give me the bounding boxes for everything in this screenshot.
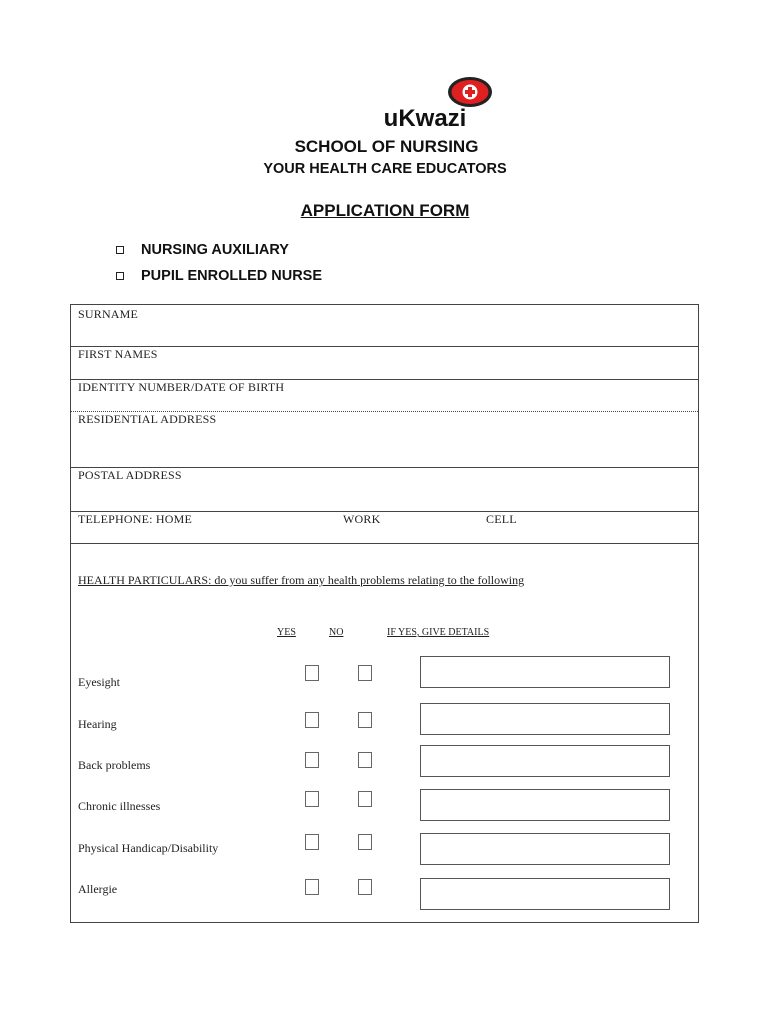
tagline: YOUR HEALTH CARE EDUCATORS [263,161,507,177]
telephone-row[interactable] [71,512,698,544]
health-particulars-heading: HEALTH PARTICULARS: do you suffer from any health problems relating to the following [78,573,525,587]
no-checkbox[interactable] [358,752,372,768]
id-dob-label: IDENTITY NUMBER/DATE OF BIRTH [78,380,285,394]
first-names-label: FIRST NAMES [78,347,158,361]
details-input[interactable] [420,833,670,865]
health-item-label: Eyesight [78,675,120,689]
health-item-label: Physical Handicap/Disability [78,841,219,855]
no-checkbox[interactable] [358,712,372,728]
details-input[interactable] [420,745,670,777]
details-input[interactable] [420,789,670,821]
health-item-label: Allergie [78,882,118,896]
details-input[interactable] [420,656,670,688]
yes-checkbox[interactable] [305,879,319,895]
checkbox-icon[interactable] [116,272,124,280]
id-dob-field[interactable] [71,380,698,412]
health-item-label: Chronic illnesses [78,799,161,813]
school-logo [447,76,493,108]
yes-column-header: YES [277,627,296,638]
health-item-label: Back problems [78,758,151,772]
telephone-home-label: TELEPHONE: HOME [78,512,192,526]
option-pupil-enrolled-nurse[interactable] [116,268,322,284]
residential-address-field[interactable] [71,412,698,468]
surname-field[interactable] [71,305,698,347]
no-column-header: NO [329,627,344,638]
school-name: SCHOOL OF NURSING [294,137,479,156]
details-input[interactable] [420,703,670,735]
application-form [70,304,699,923]
postal-address-label: POSTAL ADDRESS [78,468,182,482]
details-column-header: IF YES, GIVE DETAILS [387,627,490,638]
telephone-work-label: WORK [343,512,381,526]
first-names-field[interactable] [71,347,698,380]
details-input[interactable] [420,878,670,910]
option-label: PUPIL ENROLLED NURSE [141,268,323,284]
yes-checkbox[interactable] [305,752,319,768]
yes-checkbox[interactable] [305,665,319,681]
logo-cross-v [468,87,472,97]
yes-checkbox[interactable] [305,791,319,807]
telephone-cell-label: CELL [486,512,517,526]
option-nursing-auxiliary[interactable] [116,242,289,258]
option-label: NURSING AUXILIARY [141,242,289,258]
no-checkbox[interactable] [358,834,372,850]
health-item-label: Hearing [78,717,117,731]
form-title: APPLICATION FORM [300,201,470,220]
checkbox-icon[interactable] [116,246,124,254]
yes-checkbox[interactable] [305,834,319,850]
no-checkbox[interactable] [358,791,372,807]
yes-checkbox[interactable] [305,712,319,728]
postal-address-field[interactable] [71,468,698,512]
residential-address-label: RESIDENTIAL ADDRESS [78,412,217,426]
no-checkbox[interactable] [358,665,372,681]
no-checkbox[interactable] [358,879,372,895]
brand-name: uKwazi [383,105,467,132]
surname-label: SURNAME [78,307,139,321]
